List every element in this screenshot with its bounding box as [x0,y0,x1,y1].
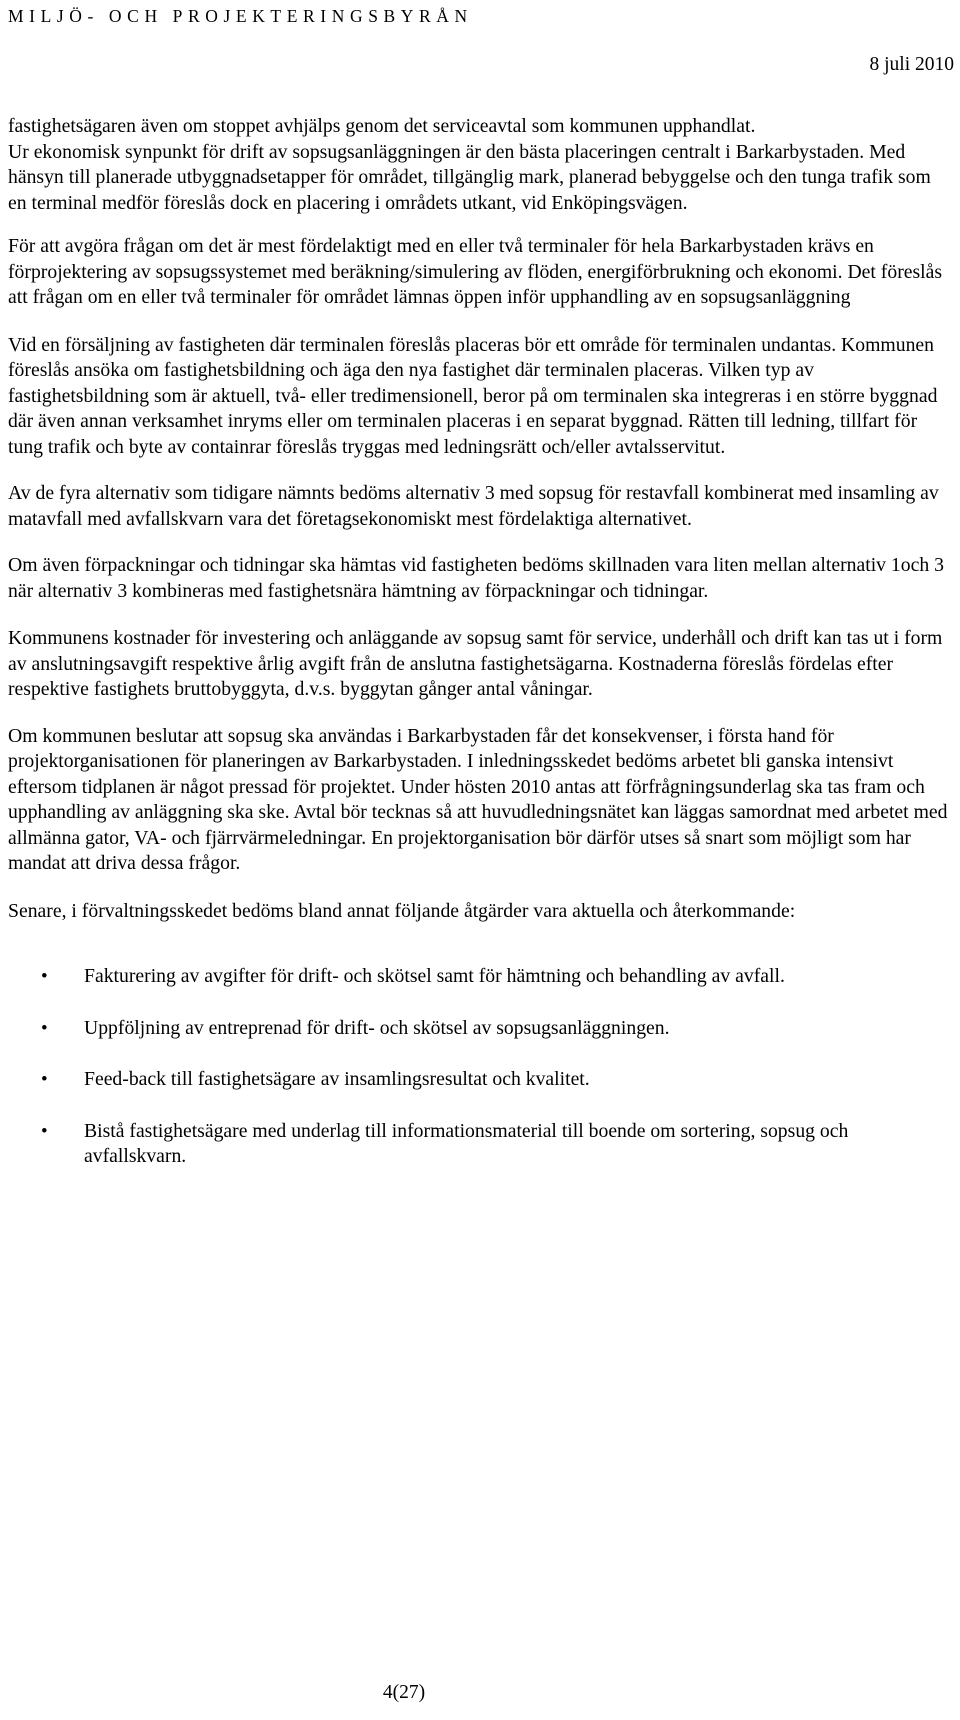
bullet-item [8,1016,948,1042]
paragraph: Ur ekonomisk synpunkt för drift av sopsugsanläggningen är den bästa placeringen centralt i Barkarbystaden. Med hänsyn till planerade utbyggnadsetapper för området, tillgänglig mark, planerad bebyggelse och den tunga trafik som en terminal medför föreslås dock en placering i områdets utkant, vid Enköpingsvägen. [8,140,931,214]
paragraph: Senare, i förvaltningsskedet bedöms bland annat följande åtgärder vara aktuella och återkommande: [8,899,796,922]
paragraph: För att avgöra frågan om det är mest fördelaktigt med en eller två terminaler för hela Barkarbystaden krävs en förprojektering av sopsugssystemet med beräkning/simulering av flöden, energiförbrukning och ekonomi. Det föreslås att frågan om en eller två terminaler för området lämnas öppen inför upphandling av en sopsugsanläggning [8,235,943,308]
bullet-item [8,964,948,990]
bullet-text: Uppföljning av entreprenad för drift- och skötsel av sopsugsanläggningen. [84,1016,670,1039]
bullet-text: Bistå fastighetsägare med underlag till informationsmaterial till boende om sortering, sopsug och avfallskvarn. [84,1119,849,1167]
paragraph: Kommunens kostnader för investering och anläggande av sopsug samt för service, underhåll och drift kan tas ut i form av anslutningsavgift respektive årlig avgift från de anslutna fastighetsägarna. Kostnaderna föreslås fördelas efter respektive fastighets bruttobyggyta, d.v.s. byggytan gånger antal våningar. [8,627,943,700]
bullet-item [8,1067,948,1093]
paragraph: Av de fyra alternativ som tidigare nämnts bedöms alternativ 3 med sopsug för restavfall kombinerat med insamling av matavfall med avfallskvarn vara det företagsekonomiskt mest fördelaktiga alternativet. [8,482,939,530]
page-number: 4(27) [382,1682,426,1703]
bullet-icon: • [41,1017,48,1039]
page-header [0,6,960,75]
bullet-text: Fakturering av avgifter för drift- och skötsel samt för hämtning och behandling av avfall. [84,965,785,987]
paragraph: Vid en försäljning av fastigheten där terminalen föreslås placeras bör ett område för terminalen undantas. Kommunen föreslås ansöka om fastighetsbildning och äga den nya fastighet där terminalen placeras. Vilken typ av fastighetsbildning som är aktuell, två- eller tredimensionell, beror på om terminalen ska integreras i en större byggnad där även annan verksamhet inryms eller om terminalen placeras i en separat byggnad. Rätten till ledning, tillfart för tung trafik och byte av containrar föreslås tryggas med ledningsrätt och/eller avtalsservitut. [8,333,938,458]
company-name: MILJÖ- OCH PROJEKTERINGSBYRÅN [8,6,473,26]
bullet-list [8,964,948,1170]
bullet-icon: • [41,1069,48,1090]
document-body [8,114,948,1196]
document-date: 8 juli 2010 [869,54,954,75]
bullet-item [8,1119,948,1170]
bullet-icon: • [41,966,48,987]
bullet-icon: • [41,1120,48,1142]
paragraph: fastighetsägaren även om stoppet avhjälps genom det serviceavtal som kommunen upphandlat. [8,115,756,137]
paragraph: Om även förpackningar och tidningar ska hämtas vid fastigheten bedöms skillnaden vara liten mellan alternativ 1och 3 när alternativ 3 kombineras med fastighetsnära hämtning av förpackningar och tidningar. [8,554,944,602]
bullet-text: Feed-back till fastighetsägare av insamlingsresultat och kvalitet. [84,1068,590,1090]
paragraph: Om kommunen beslutar att sopsug ska användas i Barkarbystaden får det konsekvenser, i första hand för projektorganisationen för planeringen av Barkarbystaden. I inledningsskedet bedöms arbetet bli ganska intensivt eftersom tidplanen är något pressad för projektet. Under hösten 2010 antas att förfrågningsunderlag ska tas fram och upphandling av anläggning ska ske. Avtal bör tecknas så att huvudledningsnätet kan läggas samordnat med arbetet med allmänna gator, VA- och fjärrvärmeledningar. En projektorganisation bör därför utses så snart som möjligt som har mandat att driva dessa frågor. [8,724,948,874]
